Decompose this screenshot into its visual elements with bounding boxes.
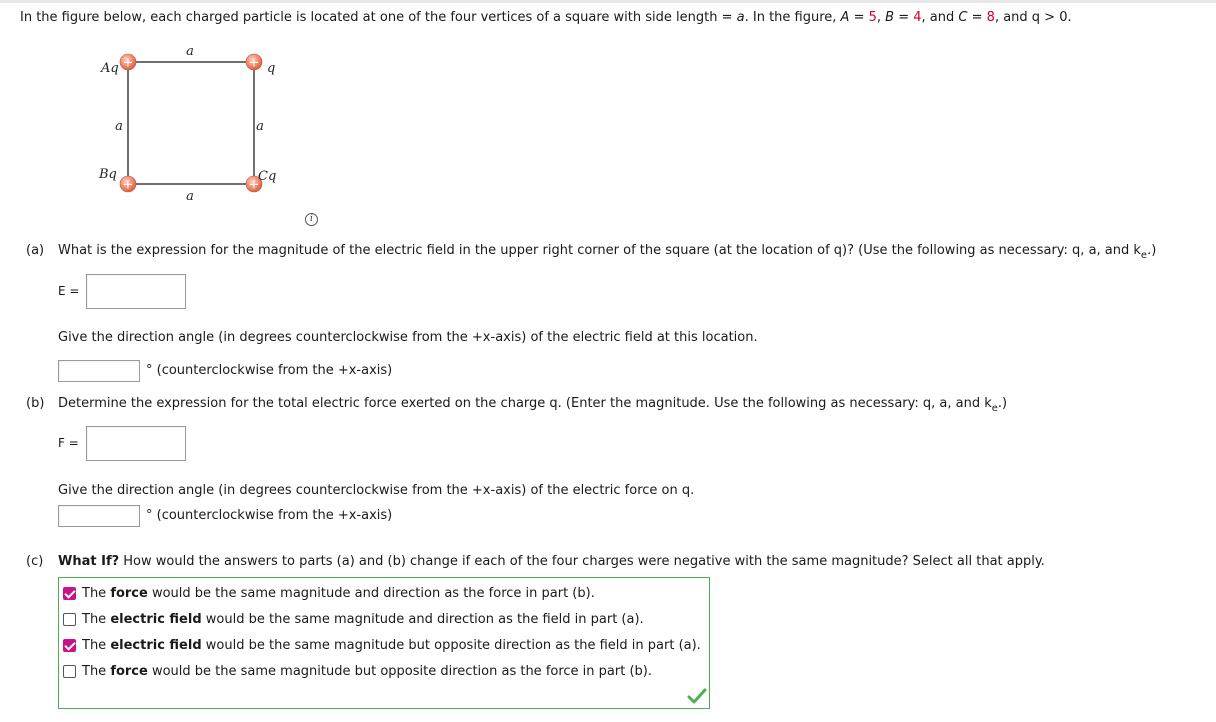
choice-4-post: would be the same magnitude but opposite direction as the force in part (b). [147,664,652,679]
square-charge-figure [90,40,300,205]
part-b-direction-unit: ° (counterclockwise from the +x-axis) [146,508,393,523]
part-b-question [58,396,1007,414]
sign-ur: + [248,55,260,71]
charge-upper-left [120,54,136,71]
part-a-direction-unit: ° (counterclockwise from the +x-axis) [146,363,393,378]
part-c-question [58,554,1045,569]
part-c-label: (c) [26,554,44,569]
label-charge-cq: Cq [258,169,277,184]
intro-a-value: 5 [868,10,877,25]
intro-c-label: C [958,10,968,25]
part-a-question [58,243,1156,261]
choice-2-post: would be the same magnitude and direction as the field in part (a). [201,612,644,627]
choice-4-label[interactable] [82,664,652,679]
label-charge-aq: Aq [101,61,119,76]
intro-mid: . In the figure, [744,10,841,25]
charge-lower-left [120,176,136,193]
choice-3-pre: The [82,638,111,653]
intro-b-value: 4 [913,10,922,25]
choice-1-label[interactable] [82,586,595,601]
part-a-label: (a) [26,243,45,258]
sign-ul: + [122,55,134,71]
choice-2-bold: electric field [110,612,202,627]
sign-ll: + [122,177,134,193]
choice-1-pre: The [82,586,111,601]
sign-lr: + [248,177,260,193]
part-a-k-sub: e [1140,250,1148,261]
choice-4-bold: force [110,664,148,679]
label-bottom-side: a [186,189,194,204]
label-right-side: a [256,119,264,134]
f-expression-input[interactable] [86,426,186,461]
label-charge-bq: Bq [99,167,117,182]
what-if-label: What If? [58,554,120,569]
choice-3-bold: electric field [110,638,202,653]
label-charge-q: q [267,61,276,76]
part-a-direction-prompt: Give the direction angle (in degrees counterclockwise from the +x-axis) of the electric field at this location. [58,330,758,345]
choice-2-label[interactable] [82,612,644,627]
intro-side-var: a [736,10,745,25]
f-direction-input[interactable] [58,505,140,527]
part-a-question-text: What is the expression for the magnitude of the electric field in the upper right corner of the square (at the location of q)? (Use the following as necessary: q, a, and k [58,243,1141,258]
e-direction-input[interactable] [58,360,140,382]
choice-1-post: would be the same magnitude and direction as the force in part (b). [147,586,595,601]
choice-3-label[interactable] [82,638,701,653]
label-left-side: a [115,119,123,134]
e-label: E = [58,284,80,298]
part-b-label: (b) [26,396,45,411]
info-icon[interactable]: i [305,213,318,226]
part-b-k-sub: e [991,403,998,414]
part-b-direction-prompt: Give the direction angle (in degrees counterclockwise from the +x-axis) of the electric force on q. [58,483,695,498]
choice-4-pre: The [82,664,111,679]
charge-upper-right [246,54,262,71]
choice-2-checkbox[interactable] [63,613,76,626]
top-border [0,0,1216,3]
choice-4-checkbox[interactable] [63,665,76,678]
intro-a-label: A [840,10,850,25]
choice-2-pre: The [82,612,111,627]
choice-3-post: would be the same magnitude but opposite direction as the field in part (a). [201,638,701,653]
part-b-question-end: .) [997,396,1008,411]
intro-text: In the figure below, each charged particle is located at one of the four vertices of a square with side length = a. In the figure, A = 5, B = 4, and C = 8, and q > 0. [20,10,1072,25]
intro-b-label: B [885,10,895,25]
intro-c-value: 8 [986,10,995,25]
e-expression-input[interactable] [86,274,186,309]
choice-1-bold: force [110,586,148,601]
part-b-question-text: Determine the expression for the total electric force exerted on the charge q. (Enter the magnitude. Use the following as necessary: q, a, and k [58,396,992,411]
choice-1-checkbox[interactable] [63,587,76,600]
part-c-question-text: How would the answers to parts (a) and (b) change if each of the four charges were negative with the same magnitude? Select all that apply. [119,554,1045,569]
intro-end: , and q > 0. [994,10,1072,25]
intro-prefix: In the figure below, each charged particle is located at one of the four vertices of a square with side length = [20,10,737,25]
correct-checkmark-icon [687,688,707,704]
choice-3-checkbox[interactable] [63,639,76,652]
part-a-question-end: .) [1147,243,1157,258]
square-outline [128,62,254,184]
f-label: F = [58,436,79,450]
label-top-side: a [186,44,194,59]
